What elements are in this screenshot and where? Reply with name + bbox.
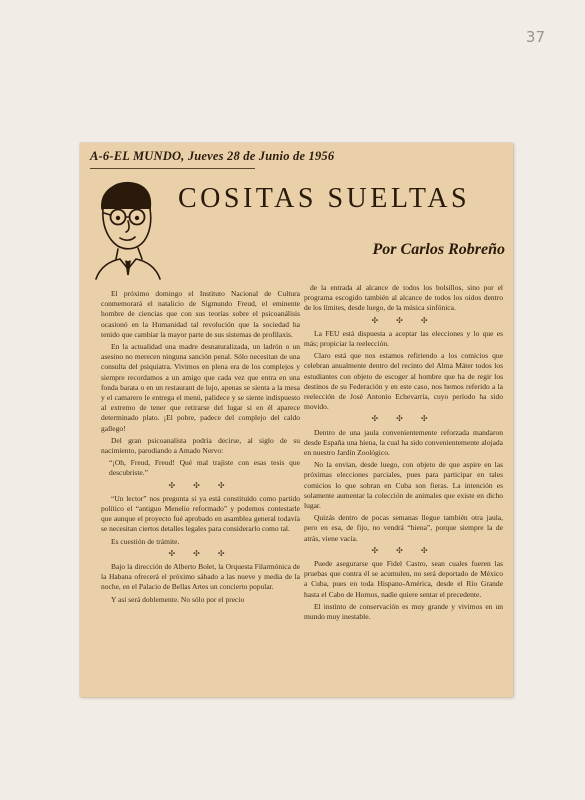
masthead-rule (90, 168, 255, 169)
paragraph: Del gran psicoanalista podría decirse, al siglo de su nacimiento, parodiando a Amado Nervo: (101, 435, 300, 456)
paragraph: Bajo la dirección de Alberto Bolet, la Orquesta Filarmónica de la Habana ofrecerá el próximo sábado a las nueve y media de la noche, en el Palacio de Bellas Artes un concierto popular. (101, 562, 300, 592)
section-separator: ✣ ✣ ✣ (371, 315, 436, 325)
paragraph: La FEU está dispuesta a aceptar las elecciones y lo que es más; propiciar la reelección. (304, 328, 503, 349)
paragraph: Dentro de una jaula convenientemente reforzada mandaron desde España una hiena, la cual ha sido convenientemente alojada en nuestro Jardín Zoológico. (304, 427, 503, 458)
masthead: A-6-EL MUNDO, Jueves 28 de Junio de 1956 (90, 149, 335, 163)
paragraph: Puede asegurarse que Fidel Castro, sean cuales fueren las pruebas que contra él se acumulen, no será deportado de México a Cuba, pues en toda Hispano-América, desde el Río Grande hasta el Cabo de Hornos, nadie quiere sentar el precedente. (304, 559, 503, 599)
paragraph: Quizás dentro de pocas semanas llegue también otra jaula, pero en esa, de fijo, no vendrá “hiena”, porque siempre la de atrás, viene vacía. (304, 513, 503, 543)
article-headline: COSITAS SUELTAS (178, 183, 471, 214)
author-caricature-icon (90, 175, 162, 283)
left-column (101, 289, 300, 691)
right-column (304, 283, 503, 685)
page-number: 37 (525, 28, 545, 46)
paragraph: El próximo domingo el Instituto Nacional de Cultura conmemorará el natalicio de Sigmundo Freud, el eminente hombre de ciencias que con sus teorías sobre el psicoanálisis ocasionó en la Humanidad tal revolución que la sociedad ha tenido que cambiar la mayor parte de sus sistemas de profilaxis. (101, 289, 300, 339)
paragraph: El instinto de conservación es muy grande y vivimos en un mundo muy inestable. (304, 601, 503, 622)
paragraph: de la entrada al alcance de todos los bolsillos, sino por el programa escogido también al alcance de todos los oídos dentro de los límites, desde luego, de la música sinfónica. (304, 283, 503, 313)
paragraph: Claro está que nos estamos refiriendo a los comicios que celebran anualmente dentro del recinto del Alma Máter todos los estudiantes con objeto de escoger al hombre que ha de regir los destinos de su Federación y en este caso, nos hemos referido a la reelección de José Antonio Echevarría, cuyo período ha sido movido. (304, 351, 503, 412)
paragraph: Y así será doblemente. No sólo por el precio (111, 594, 245, 604)
byline: Por Carlos Robreño (372, 241, 505, 258)
paragraph: “Un lector” nos pregunta si ya está constituido como partido político el “antiguo Menelio reformado” y podemos contestarle que aunque el proyecto fué aprobado en asamblea general todavía se necesitan ciertos detalles legales para considerarlo como tal. (101, 493, 300, 534)
section-separator: ✣ ✣ ✣ (371, 545, 436, 555)
paragraph: Es cuestión de trámite. (111, 536, 180, 546)
paragraph: En la actualidad una madre desnaturalizada, un ladrón o un asesino no merecen ninguna sanción penal. Sólo necesitan de una consulta del psiquiatra. Vivimos en plena era de los complejos y siempre recordamos a un amigo que cada vez que entra en una fonda barata o en un restaurant de lujo, apenas se sienta a la mesa y el camarero le entrega el menú, palidece y se siente indispuesto al extremo de tener que retirarse del lugar si en él aparece determinado plato. ¡El pobre, padece del complejo del caldo gallego! (101, 342, 300, 433)
section-separator: ✣ ✣ ✣ (371, 414, 436, 424)
verse-quote: “¡Oh, Freud, Freud! Qué mal trajiste con esas tesis que descubriste.” (109, 458, 300, 478)
section-separator: ✣ ✣ ✣ (168, 480, 233, 490)
paragraph: No la envían, desde luego, con objeto de que aspire en las próximas elecciones parciales, pues para participar en tales comicios lo que sobran en Cuba son fieras. La intención es solamente aumentar la colección de animales que existe en dicho lugar. (304, 460, 503, 511)
section-separator: ✣ ✣ ✣ (168, 548, 233, 558)
newspaper-clipping (80, 143, 513, 697)
